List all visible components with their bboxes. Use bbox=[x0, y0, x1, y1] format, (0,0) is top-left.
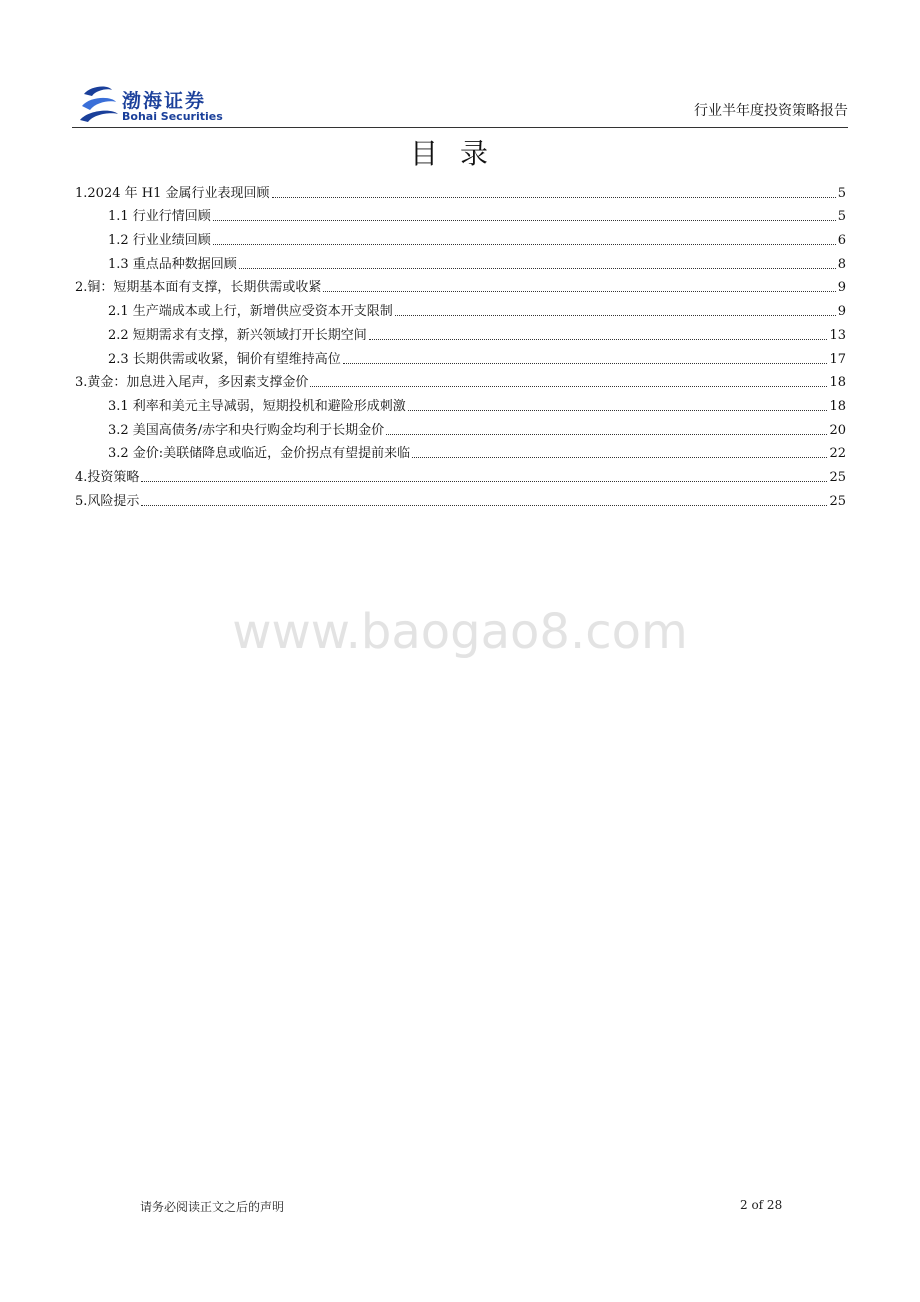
toc-leader-dots bbox=[343, 362, 828, 364]
toc-entry-label: 2.1 生产端成本或上行，新增供应受资本开支限制 bbox=[108, 304, 393, 320]
toc-entry-page: 25 bbox=[829, 469, 846, 485]
toc-entry-page: 5 bbox=[837, 209, 846, 225]
toc-leader-dots bbox=[395, 314, 836, 316]
toc-entry-label: 2.2 短期需求有支撑，新兴领域打开长期空间 bbox=[108, 327, 367, 343]
toc-leader-dots bbox=[272, 196, 836, 198]
toc-entry-page: 6 bbox=[837, 233, 846, 249]
toc-entry[interactable] bbox=[75, 391, 846, 415]
toc-entry-label: 3.2 金价:美联储降息或临近，金价拐点有望提前来临 bbox=[108, 446, 411, 462]
toc-entry-page: 9 bbox=[837, 304, 846, 320]
toc-entry[interactable] bbox=[75, 439, 846, 463]
table-of-contents bbox=[75, 178, 846, 510]
toc-entry-page: 22 bbox=[829, 446, 846, 462]
toc-entry[interactable] bbox=[75, 344, 846, 368]
toc-entry[interactable] bbox=[75, 202, 846, 226]
logo-text-en: Bohai Securities bbox=[122, 110, 223, 123]
toc-leader-dots bbox=[141, 480, 827, 482]
toc-title: 目录 bbox=[409, 137, 510, 170]
logo-text-cn: 渤海证券 bbox=[122, 90, 207, 112]
toc-leader-dots bbox=[408, 409, 828, 411]
toc-entry-label: 1.1 行业行情回顾 bbox=[108, 209, 211, 225]
toc-leader-dots bbox=[213, 243, 836, 245]
toc-entry-page: 25 bbox=[829, 493, 846, 509]
toc-entry[interactable] bbox=[75, 462, 846, 486]
page-header bbox=[72, 76, 848, 128]
toc-entry[interactable] bbox=[75, 225, 846, 249]
toc-entry[interactable] bbox=[75, 296, 846, 320]
toc-entry[interactable] bbox=[75, 415, 846, 439]
toc-leader-dots bbox=[141, 504, 827, 506]
toc-leader-dots bbox=[369, 338, 828, 340]
toc-leader-dots bbox=[386, 433, 827, 435]
toc-entry[interactable] bbox=[75, 178, 846, 202]
toc-entry-label: 1.2 行业业绩回顾 bbox=[108, 233, 211, 249]
toc-leader-dots bbox=[412, 456, 827, 458]
toc-leader-dots bbox=[239, 267, 836, 269]
bohai-logo-icon bbox=[78, 84, 122, 124]
toc-entry-page: 5 bbox=[837, 185, 846, 201]
toc-entry-page: 17 bbox=[829, 351, 846, 367]
toc-entry-label: 3.2 美国高债务/赤字和央行购金均利于长期金价 bbox=[108, 422, 385, 438]
toc-entry-label: 4.投资策略 bbox=[75, 469, 140, 485]
toc-leader-dots bbox=[213, 219, 836, 221]
toc-entry-label: 1.3 重点品种数据回顾 bbox=[108, 256, 237, 272]
toc-entry-page: 13 bbox=[829, 327, 846, 343]
toc-entry[interactable] bbox=[75, 320, 846, 344]
toc-entry-label: 1.2024 年 H1 金属行业表现回顾 bbox=[75, 185, 270, 201]
toc-leader-dots bbox=[323, 290, 835, 292]
watermark: www.baogao8.com bbox=[232, 604, 688, 660]
toc-entry-label: 3.黄金：加息进入尾声，多因素支撑金价 bbox=[75, 375, 309, 391]
toc-entry-label: 2.铜：短期基本面有支撑，长期供需或收紧 bbox=[75, 280, 322, 296]
page-number: 2 of 28 bbox=[740, 1198, 783, 1212]
toc-entry-page: 20 bbox=[829, 422, 846, 438]
toc-entry[interactable] bbox=[75, 273, 846, 297]
footer-disclaimer: 请务必阅读正文之后的声明 bbox=[140, 1200, 285, 1214]
header-divider bbox=[72, 127, 848, 128]
company-logo bbox=[78, 84, 268, 124]
toc-leader-dots bbox=[310, 385, 827, 387]
toc-entry-page: 18 bbox=[829, 398, 846, 414]
toc-entry-page: 9 bbox=[837, 280, 846, 296]
toc-entry-page: 8 bbox=[837, 256, 846, 272]
report-type: 行业半年度投资策略报告 bbox=[694, 103, 848, 119]
toc-entry-label: 2.3 长期供需或收紧，铜价有望维持高位 bbox=[108, 351, 341, 367]
toc-entry-label: 5.风险提示 bbox=[75, 493, 140, 509]
toc-entry[interactable] bbox=[75, 249, 846, 273]
toc-entry-page: 18 bbox=[829, 375, 846, 391]
toc-entry[interactable] bbox=[75, 486, 846, 510]
toc-entry-label: 3.1 利率和美元主导减弱，短期投机和避险形成刺激 bbox=[108, 398, 406, 414]
toc-entry[interactable] bbox=[75, 368, 846, 392]
